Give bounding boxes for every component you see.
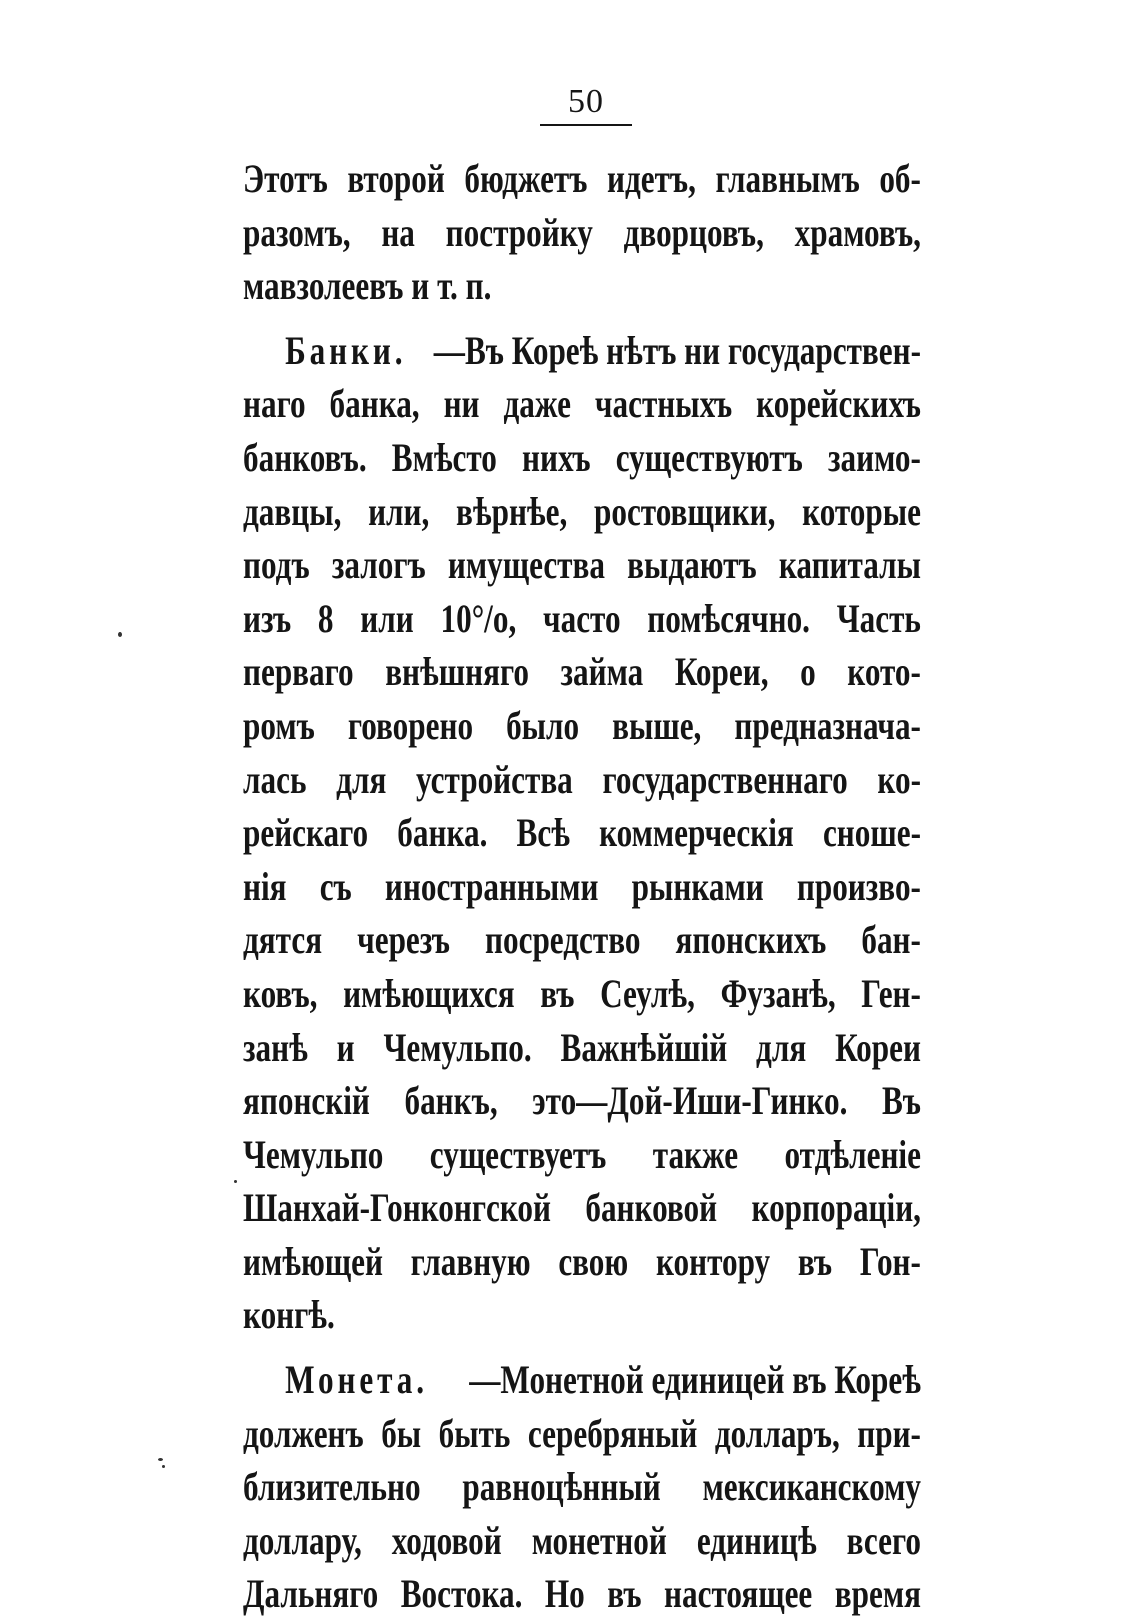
word: банковой [585,1185,718,1231]
word: вѣрнѣе, [456,488,568,534]
text-line [243,377,921,431]
word: иностранными [384,863,599,909]
text-line [243,1128,921,1182]
word: Чемульпо. [383,1024,532,1070]
word: 8 [317,595,334,641]
text-line [243,324,921,378]
word: Кореи, [674,649,769,695]
word: Ген- [861,970,921,1016]
word: ромъ [243,702,315,748]
word: на [381,209,415,255]
word: въ [607,1571,642,1617]
paragraph-banks [243,324,921,1342]
text-line-rest: —Монетной единицей въ Кореѣ [469,1357,921,1403]
word: Сеулѣ, [600,970,695,1016]
word: государственнаго [602,756,848,802]
text-line [243,1353,921,1407]
text-line [243,592,921,646]
word: для [336,756,387,802]
text-line [243,152,921,206]
text-line [243,1181,921,1235]
word: Фузанѣ, [720,970,836,1016]
scan-speck [162,1465,165,1468]
word: выше, [612,702,702,748]
word: настоящее [664,1571,813,1617]
word: существуютъ [615,434,803,480]
word: банка, [329,381,420,427]
text-line [243,206,921,260]
text-line [243,806,921,860]
word: капиталы [778,542,921,588]
word: залогъ [331,542,426,588]
word: лась [243,756,307,802]
word: храмовъ, [794,209,921,255]
word: нихъ [522,434,591,480]
word: серебряный [527,1410,698,1456]
word: единицѣ [696,1517,817,1563]
word: бюджетъ [464,156,588,201]
section-heading-coinage: Монета. [285,1357,428,1403]
word: нія [243,863,287,909]
word: также [652,1131,739,1177]
word: имѣющей [243,1238,383,1284]
text-line [243,485,921,539]
word: близительно [243,1464,421,1510]
word: долларъ, [714,1410,840,1456]
word: часто [542,595,621,641]
text-line: конгѣ. [243,1292,335,1338]
word: и [336,1024,355,1070]
word: монетной [531,1517,667,1563]
word: или [360,595,414,641]
word: контору [655,1238,771,1284]
text-line [243,1235,921,1289]
word: ко- [877,756,921,802]
text-line [243,913,921,967]
page-number-rule [540,124,632,126]
word: отдѣленіе [784,1131,921,1177]
paragraph-coinage [243,1353,921,1621]
word: дятся [243,917,323,963]
word: занѣ [243,1024,308,1070]
word: Кореи [835,1024,921,1070]
text-line [243,1567,921,1621]
text-line [243,860,921,914]
word: дворцовъ, [623,209,764,255]
text-line: мавзолеевъ и т. п. [243,263,492,309]
word: банка. [397,810,488,856]
word: съ [319,863,352,909]
word: произво- [796,863,921,909]
text-line [243,645,921,699]
word: время [834,1571,921,1617]
text-line [243,1514,921,1568]
word: помѣсячно. [647,595,810,641]
text-line [243,431,921,485]
word: главнымъ [715,156,860,201]
scan-speck [234,1180,237,1183]
word: коммерческія [599,810,794,856]
paragraph-budget [243,152,921,313]
word: второй [347,156,445,201]
word: Въ [881,1078,921,1124]
word: бы [381,1410,422,1456]
section-heading-banks: Банки. [285,327,407,373]
word: рейскаго [243,810,369,856]
word: частныхъ [594,381,733,427]
word: мексиканскому [702,1464,921,1510]
word: Чемульпо [243,1131,384,1177]
word: снoше- [822,810,921,856]
word: подъ [243,542,310,588]
text-line [243,538,921,592]
word: при- [857,1410,921,1456]
word: имущества [447,542,605,588]
word: займа [560,649,644,695]
word: Гон- [859,1238,921,1284]
word: Всѣ [516,810,570,856]
word: 10°/о, [440,595,517,641]
word: существуетъ [429,1131,607,1177]
word: кото- [847,649,921,695]
word: перваго [243,649,354,695]
word: даже [503,381,571,427]
word: Дальняго [243,1571,379,1617]
word: заимо- [827,434,921,480]
word: свою [558,1238,629,1284]
word: давцы, [243,488,342,534]
word: корейскихъ [756,381,921,427]
word: для [756,1024,807,1070]
text-line [243,753,921,807]
word: ни [443,381,480,427]
word: Часть [836,595,921,641]
word: Но [544,1571,585,1617]
text-line [243,1407,921,1461]
paragraph-gap [243,1342,921,1353]
paragraph-gap [243,313,921,324]
word: доллару, [243,1517,362,1563]
text-line [243,967,921,1021]
word: всего [846,1517,921,1563]
text-line [243,1021,921,1075]
word: это—Дой-Иши-Гинко. [532,1078,848,1124]
word: ходовой [391,1517,502,1563]
word: идетъ, [606,156,696,201]
word: об- [879,156,921,201]
text-line-rest: —Въ Кореѣ нѣтъ ни государствен- [433,327,921,373]
text-line [243,1460,921,1514]
word: или, [368,488,430,534]
body-text [243,152,921,1621]
word: ковъ, [243,970,318,1016]
scan-speck [158,1458,163,1461]
text-line [243,1074,921,1128]
word: японскихъ [675,917,827,963]
word: предназнача- [734,702,921,748]
word: разомъ, [243,209,351,255]
word: въ [540,970,575,1016]
word: посредство [485,917,641,963]
word: устройства [416,756,573,802]
word: ростовщики, [593,488,776,534]
word: внѣшняго [385,649,529,695]
word: изъ [243,595,292,641]
word: Шанхай-Гонконгской [243,1185,551,1231]
word: бан- [861,917,921,963]
word: выдаютъ [627,542,757,588]
word: корпораціи, [751,1185,921,1231]
word: быть [438,1410,511,1456]
word: рынками [631,863,764,909]
word: о [800,649,816,695]
word: японскій [243,1078,370,1124]
word: банкъ, [404,1078,498,1124]
word: Важнѣйшій [560,1024,728,1070]
word: Этотъ [243,156,328,201]
word: главную [410,1238,531,1284]
word: банковъ. [243,434,367,480]
word: Востока. [400,1571,523,1617]
word: черезъ [357,917,450,963]
word: которые [802,488,921,534]
word: наго [243,381,306,427]
word: говорено [347,702,474,748]
word: постройку [445,209,593,255]
word: было [506,702,580,748]
word: Вмѣсто [391,434,497,480]
word: равноцѣнный [462,1464,661,1510]
word: имѣющихся [343,970,515,1016]
word: въ [797,1238,833,1284]
page-number: 50 [568,83,604,120]
word: долженъ [243,1410,364,1456]
text-line [243,699,921,753]
scan-speck [118,632,122,637]
